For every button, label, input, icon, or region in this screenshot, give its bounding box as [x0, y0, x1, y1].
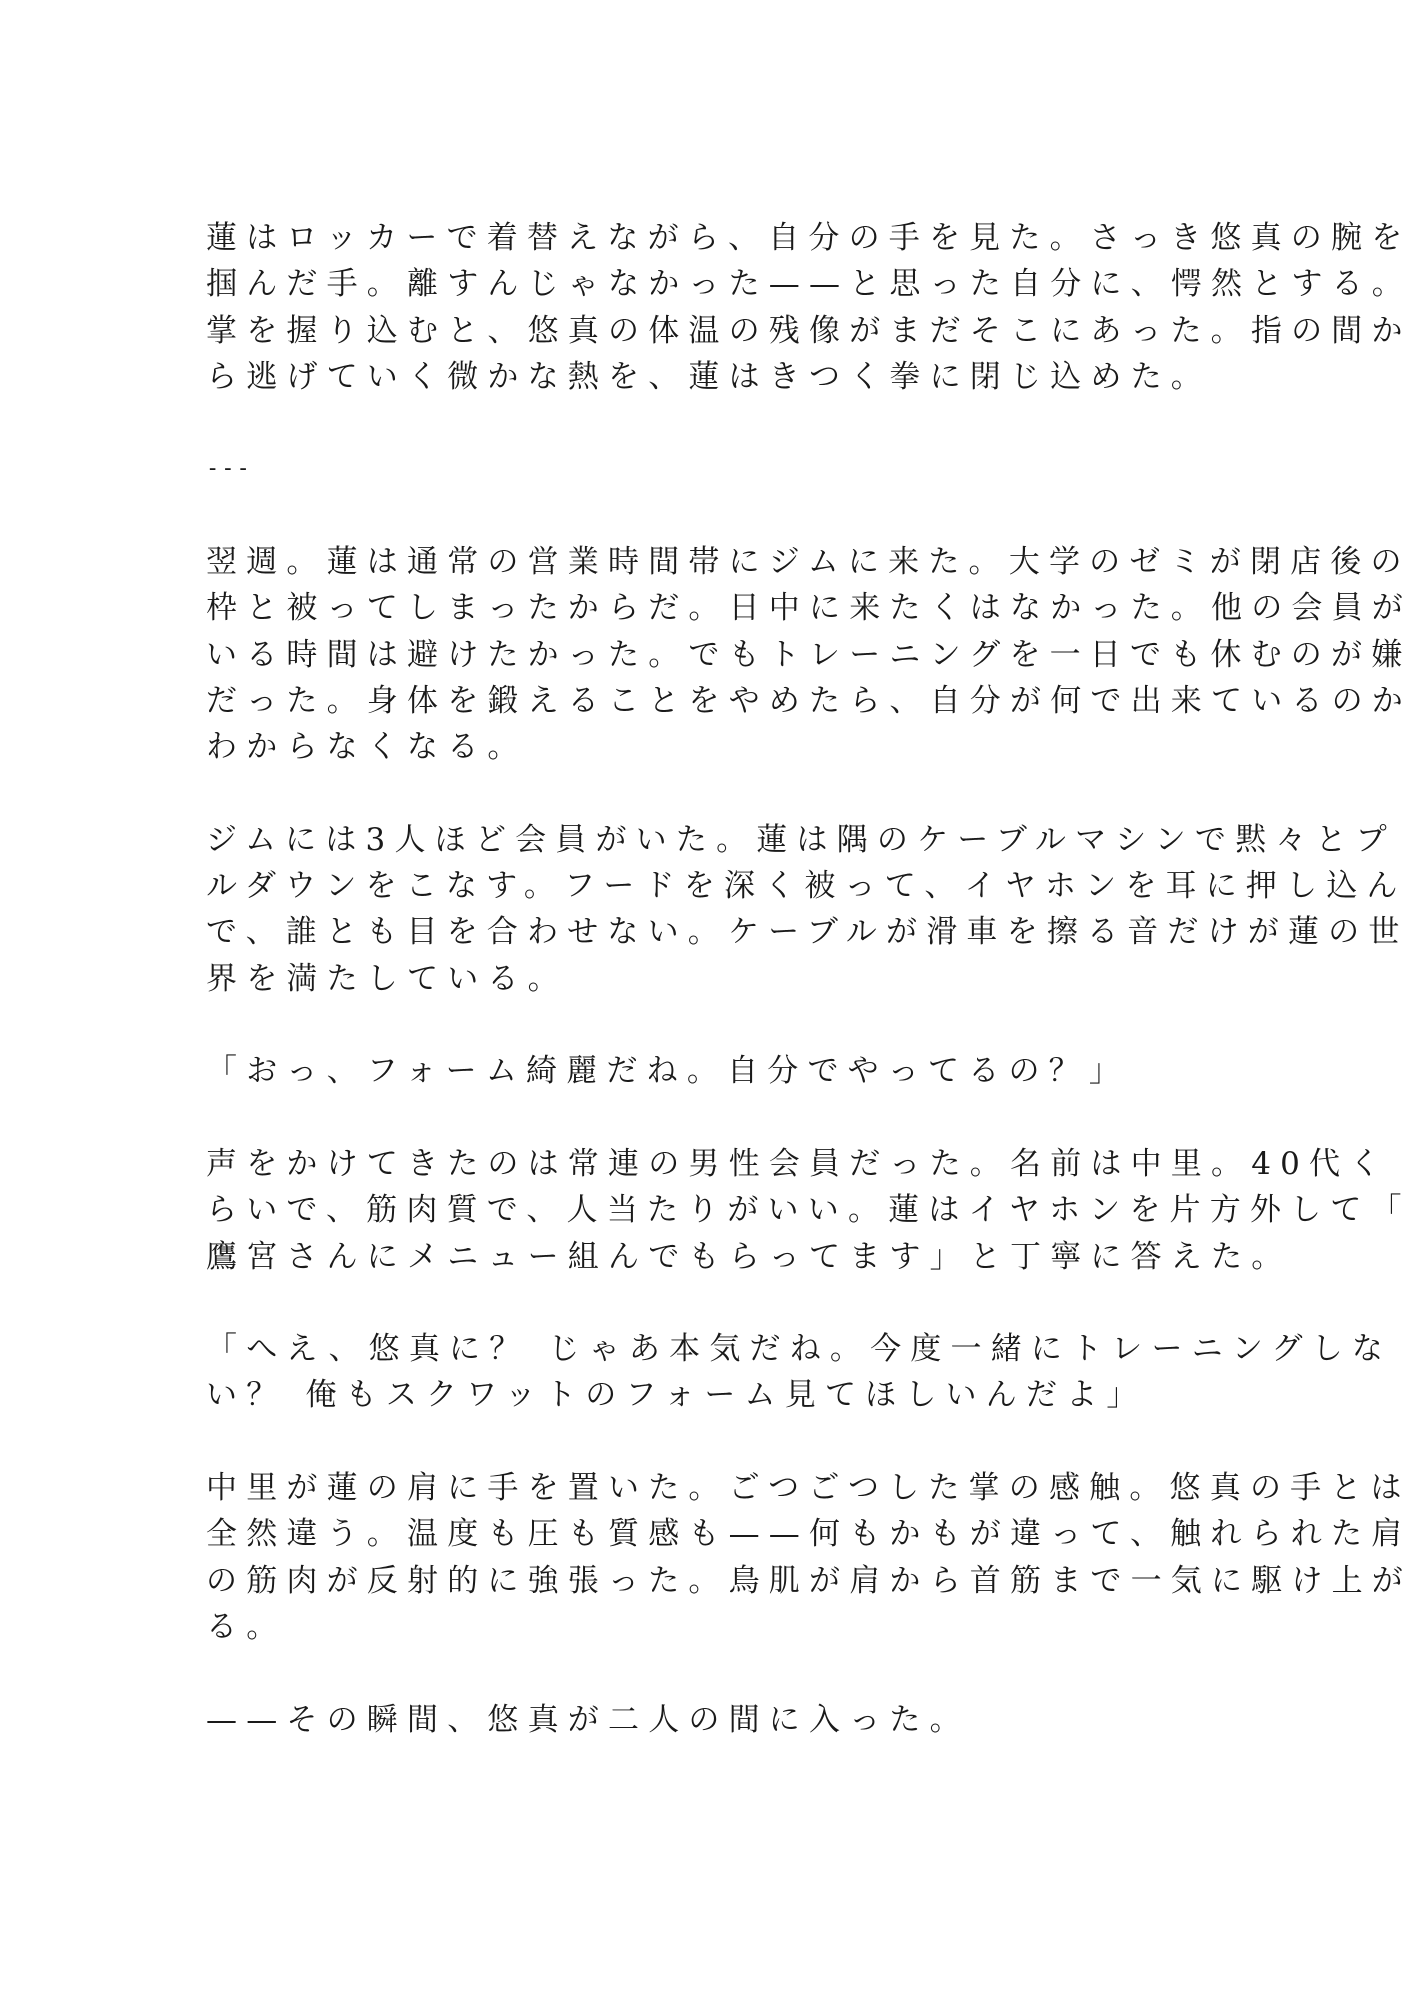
text-line: 全然違う。温度も圧も質感も——何もかもが違って、触れられた肩	[206, 1516, 1412, 1553]
text-line: ---	[206, 456, 252, 482]
text-line: だった。身体を鍛えることをやめたら、自分が何で出来ているのか	[206, 682, 1412, 719]
text-line: 「へえ、悠真に？ じゃあ本気だね。今度一緒にトレーニングしな	[206, 1331, 1393, 1368]
text-line: 声をかけてきたのは常連の男性会員だった。名前は中里。40代く	[206, 1145, 1390, 1182]
section-divider	[206, 446, 1206, 492]
text-line: 界を満たしている。	[206, 960, 568, 997]
text-line: 掴んだ手。離すんじゃなかった——と思った自分に、愕然とする。	[206, 266, 1412, 303]
text-line: わからなくなる。	[206, 729, 528, 766]
text-line: の筋肉が反射的に強張った。鳥肌が肩から首筋まで一気に駆け上が	[206, 1562, 1412, 1599]
paragraph	[206, 1326, 1393, 1419]
paragraph	[206, 817, 1409, 1002]
text-line: ら逃げていく微かな熱を、蓮はきつく拳に閉じ込めた。	[206, 358, 1211, 395]
text-line: 翌週。蓮は通常の営業時間帯にジムに来た。大学のゼミが閉店後の	[206, 544, 1411, 581]
text-line: 「おっ、フォーム綺麗だね。自分でやってるの？」	[206, 1053, 1130, 1090]
paragraph	[206, 1697, 1206, 1743]
text-line: 枠と被ってしまったからだ。日中に来たくはなかった。他の会員が	[206, 590, 1412, 627]
text-line: 蓮はロッカーで着替えながら、自分の手を見た。さっき悠真の腕を	[206, 220, 1412, 256]
paragraph	[206, 1141, 1411, 1280]
paragraph	[206, 1048, 1206, 1094]
paragraph	[206, 539, 1412, 770]
text-line: ルダウンをこなす。フードを深く被って、イヤホンを耳に押し込ん	[206, 868, 1407, 905]
text-line: ジムには3人ほど会員がいた。蓮は隅のケーブルマシンで黙々とプ	[206, 821, 1396, 858]
document-body	[206, 215, 1412, 1789]
text-line: 掌を握り込むと、悠真の体温の残像がまだそこにあった。指の間か	[206, 312, 1412, 349]
text-line: る。	[206, 1608, 287, 1645]
text-line: 中里が蓮の肩に手を置いた。ごつごつした掌の感触。悠真の手とは	[206, 1470, 1411, 1507]
text-line: いる時間は避けたかった。でもトレーニングを一日でも休むのが嫌	[206, 636, 1412, 673]
paragraph	[206, 215, 1412, 400]
paragraph	[206, 1465, 1412, 1650]
text-line: い？ 俺もスクワットのフォーム見てほしいんだよ」	[206, 1377, 1147, 1414]
text-line: らいで、筋肉質で、人当たりがいい。蓮はイヤホンを片方外して「	[206, 1192, 1411, 1229]
text-line: ——その瞬間、悠真が二人の間に入った。	[206, 1701, 970, 1738]
text-line: 鷹宮さんにメニュー組んでもらってます」と丁寧に答えた。	[206, 1238, 1292, 1275]
text-line: で、誰とも目を合わせない。ケーブルが滑車を擦る音だけが蓮の世	[206, 914, 1409, 951]
